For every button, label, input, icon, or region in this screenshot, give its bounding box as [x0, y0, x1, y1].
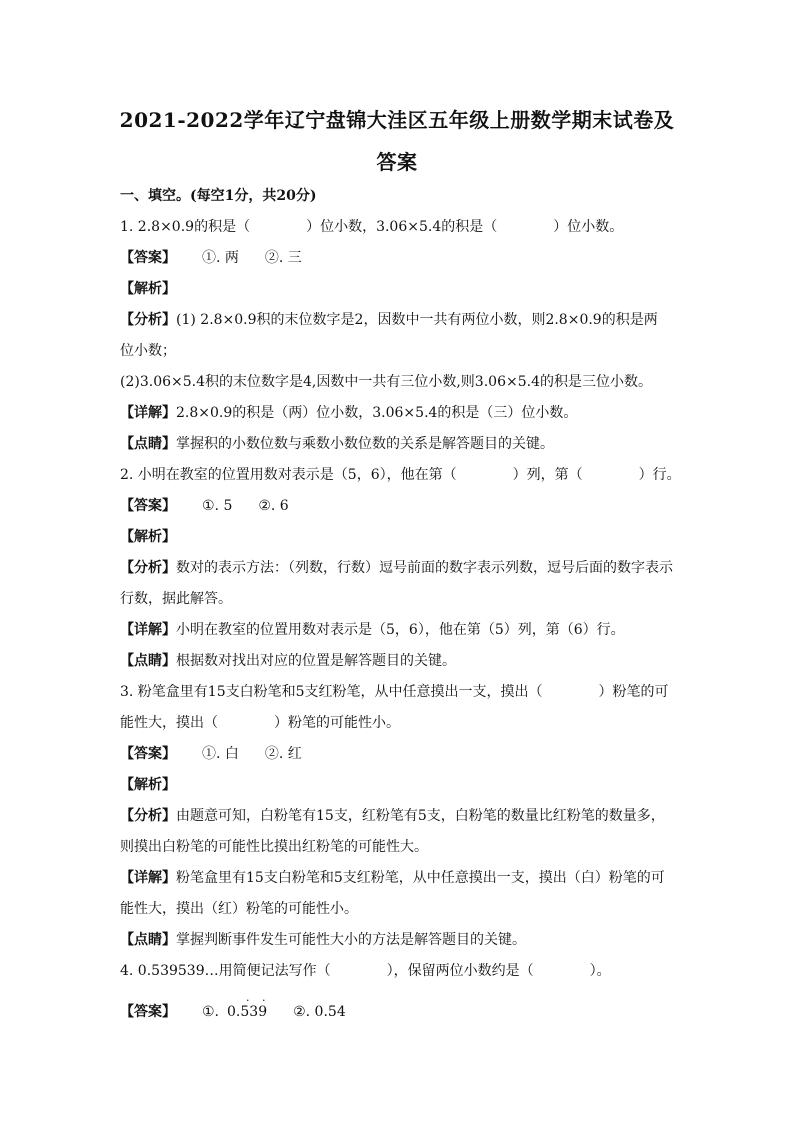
answer-label: 【答案】 [120, 1004, 176, 1020]
q1-answer [120, 248, 302, 268]
q3-text-d: ）粉笔的可能性小。 [274, 715, 400, 731]
point-label: 【点睛】 [120, 932, 176, 948]
q2-answer-2: ②. 6 [258, 498, 289, 514]
q3-answer [120, 744, 302, 764]
q3-text-c: 能性大，摸出（ [120, 715, 218, 731]
q1-answer-1: ①. 两 [202, 250, 239, 266]
q2-point [120, 651, 456, 671]
answer-label: 【答案】 [120, 746, 176, 762]
q2-text-a: 2. 小明在教室的位置用数对表示是（5，6），他在第（ [120, 467, 457, 483]
q2-fenxi-text1: 数对的表示方法：（列数，行数）逗号前面的数字表示列数，逗号后面的数字表示 [176, 560, 673, 576]
repeat-dot-end: · [262, 994, 266, 1007]
q4-answer-1-prefix: ①. [202, 1004, 220, 1020]
q1-detail-text: 2.8×0.9的积是（两）位小数，3.06×5.4的积是（三）位小数。 [176, 405, 578, 421]
detail-label: 【详解】 [120, 622, 176, 638]
q3-point-text: 掌握判断事件发生可能性大小的方法是解答题目的关键。 [176, 932, 526, 948]
question-4 [120, 961, 611, 981]
q4-text-c: ）。 [589, 963, 611, 979]
q3-text-a: 3. 粉笔盒里有15支白粉笔和5支红粉笔，从中任意摸出一支，摸出（ [120, 684, 543, 700]
q2-fenxi-line2: 行数，据此解答。 [120, 591, 232, 607]
repeat-dot-start: · [246, 994, 250, 1007]
q2-point-text: 根据数对找出对应的位置是解答题目的关键。 [176, 653, 456, 669]
q2-analysis-label: 【解析】 [120, 529, 176, 545]
q1-point [120, 434, 554, 454]
q3-answer-2: ②. 红 [264, 746, 302, 762]
question-3-line1 [120, 682, 669, 702]
q3-fenxi-text1: 由题意可知，白粉笔有15支，红粉笔有5支，白粉笔的数量比红粉笔的数量多， [176, 808, 665, 824]
q2-text-c: ）行。 [638, 467, 681, 483]
q1-text-c: ）位小数。 [553, 219, 624, 235]
fenxi-label: 【分析】 [120, 808, 176, 824]
question-3-line2 [120, 713, 400, 733]
repeating-decimal [227, 994, 268, 1022]
q4-text-b: ），保留两位小数约是（ [386, 963, 534, 979]
q1-text-b: ）位小数，3.06×5.4的积是（ [306, 219, 498, 235]
q3-detail-text1: 粉笔盒里有15支白粉笔和5支红粉笔，从中任意摸出一支，摸出（白）粉笔的可 [176, 870, 665, 886]
q3-answer-1: ①. 白 [202, 746, 239, 762]
q3-fenxi-line1 [120, 806, 665, 826]
q4-text-a: 4. 0.539539…用简便记法写作（ [120, 963, 331, 979]
q2-answer [120, 496, 289, 516]
q4-answer-2: ②. 0.54 [293, 1004, 346, 1020]
page-title-line2: 答案 [376, 150, 418, 174]
q1-point-text: 掌握积的小数位数与乘数小数位数的关系是解答题目的关键。 [176, 436, 554, 452]
q3-detail-line1 [120, 868, 665, 888]
q2-fenxi-line1 [120, 558, 673, 578]
q3-text-b: ）粉笔的可 [598, 684, 669, 700]
q1-fenxi-line3: (2)3.06×5.4积的末位数字是4,因数中一共有三位小数,则3.06×5.4的积是三位小数。 [120, 374, 652, 390]
q3-fenxi-line2: 则摸出白粉笔的可能性比摸出红粉笔的可能性大。 [120, 839, 428, 855]
answer-label: 【答案】 [120, 498, 176, 514]
fenxi-label: 【分析】 [120, 312, 176, 328]
q2-answer-1: ①. 5 [202, 498, 233, 514]
q1-text-a: 1. 2.8×0.9的积是（ [120, 219, 251, 235]
q3-detail-line2: 能性大，摸出（红）粉笔的可能性小。 [120, 901, 358, 917]
question-2 [120, 465, 681, 485]
q2-text-b: ）列，第（ [512, 467, 583, 483]
detail-label: 【详解】 [120, 870, 176, 886]
q1-answer-2: ②. 三 [264, 250, 302, 266]
q3-analysis-label: 【解析】 [120, 777, 176, 793]
q1-detail [120, 403, 577, 423]
q2-detail-text: 小明在教室的位置用数对表示是（5，6），他在第（5）列，第（6）行。 [176, 622, 625, 638]
fenxi-label: 【分析】 [120, 560, 176, 576]
q1-fenxi-line1 [120, 310, 658, 330]
q1-analysis-label: 【解析】 [120, 281, 176, 297]
point-label: 【点睛】 [120, 653, 176, 669]
page-title-line1: 2021-2022学年辽宁盘锦大洼区五年级上册数学期末试卷及 [119, 108, 675, 132]
q1-fenxi-line2: 位小数； [120, 343, 176, 359]
point-label: 【点睛】 [120, 436, 176, 452]
section-heading: 一、填空。(每空1分，共20分) [120, 188, 317, 204]
q3-point [120, 930, 526, 950]
detail-label: 【详解】 [120, 405, 176, 421]
repeating-decimal-value: 0.539 [227, 1004, 268, 1020]
answer-label: 【答案】 [120, 250, 176, 266]
q1-fenxi-text1: (1) 2.8×0.9积的末位数字是2，因数中一共有两位小数，则2.8×0.9的积是两 [176, 312, 658, 328]
question-1 [120, 217, 623, 237]
q2-detail [120, 620, 625, 640]
q4-answer [120, 994, 346, 1022]
